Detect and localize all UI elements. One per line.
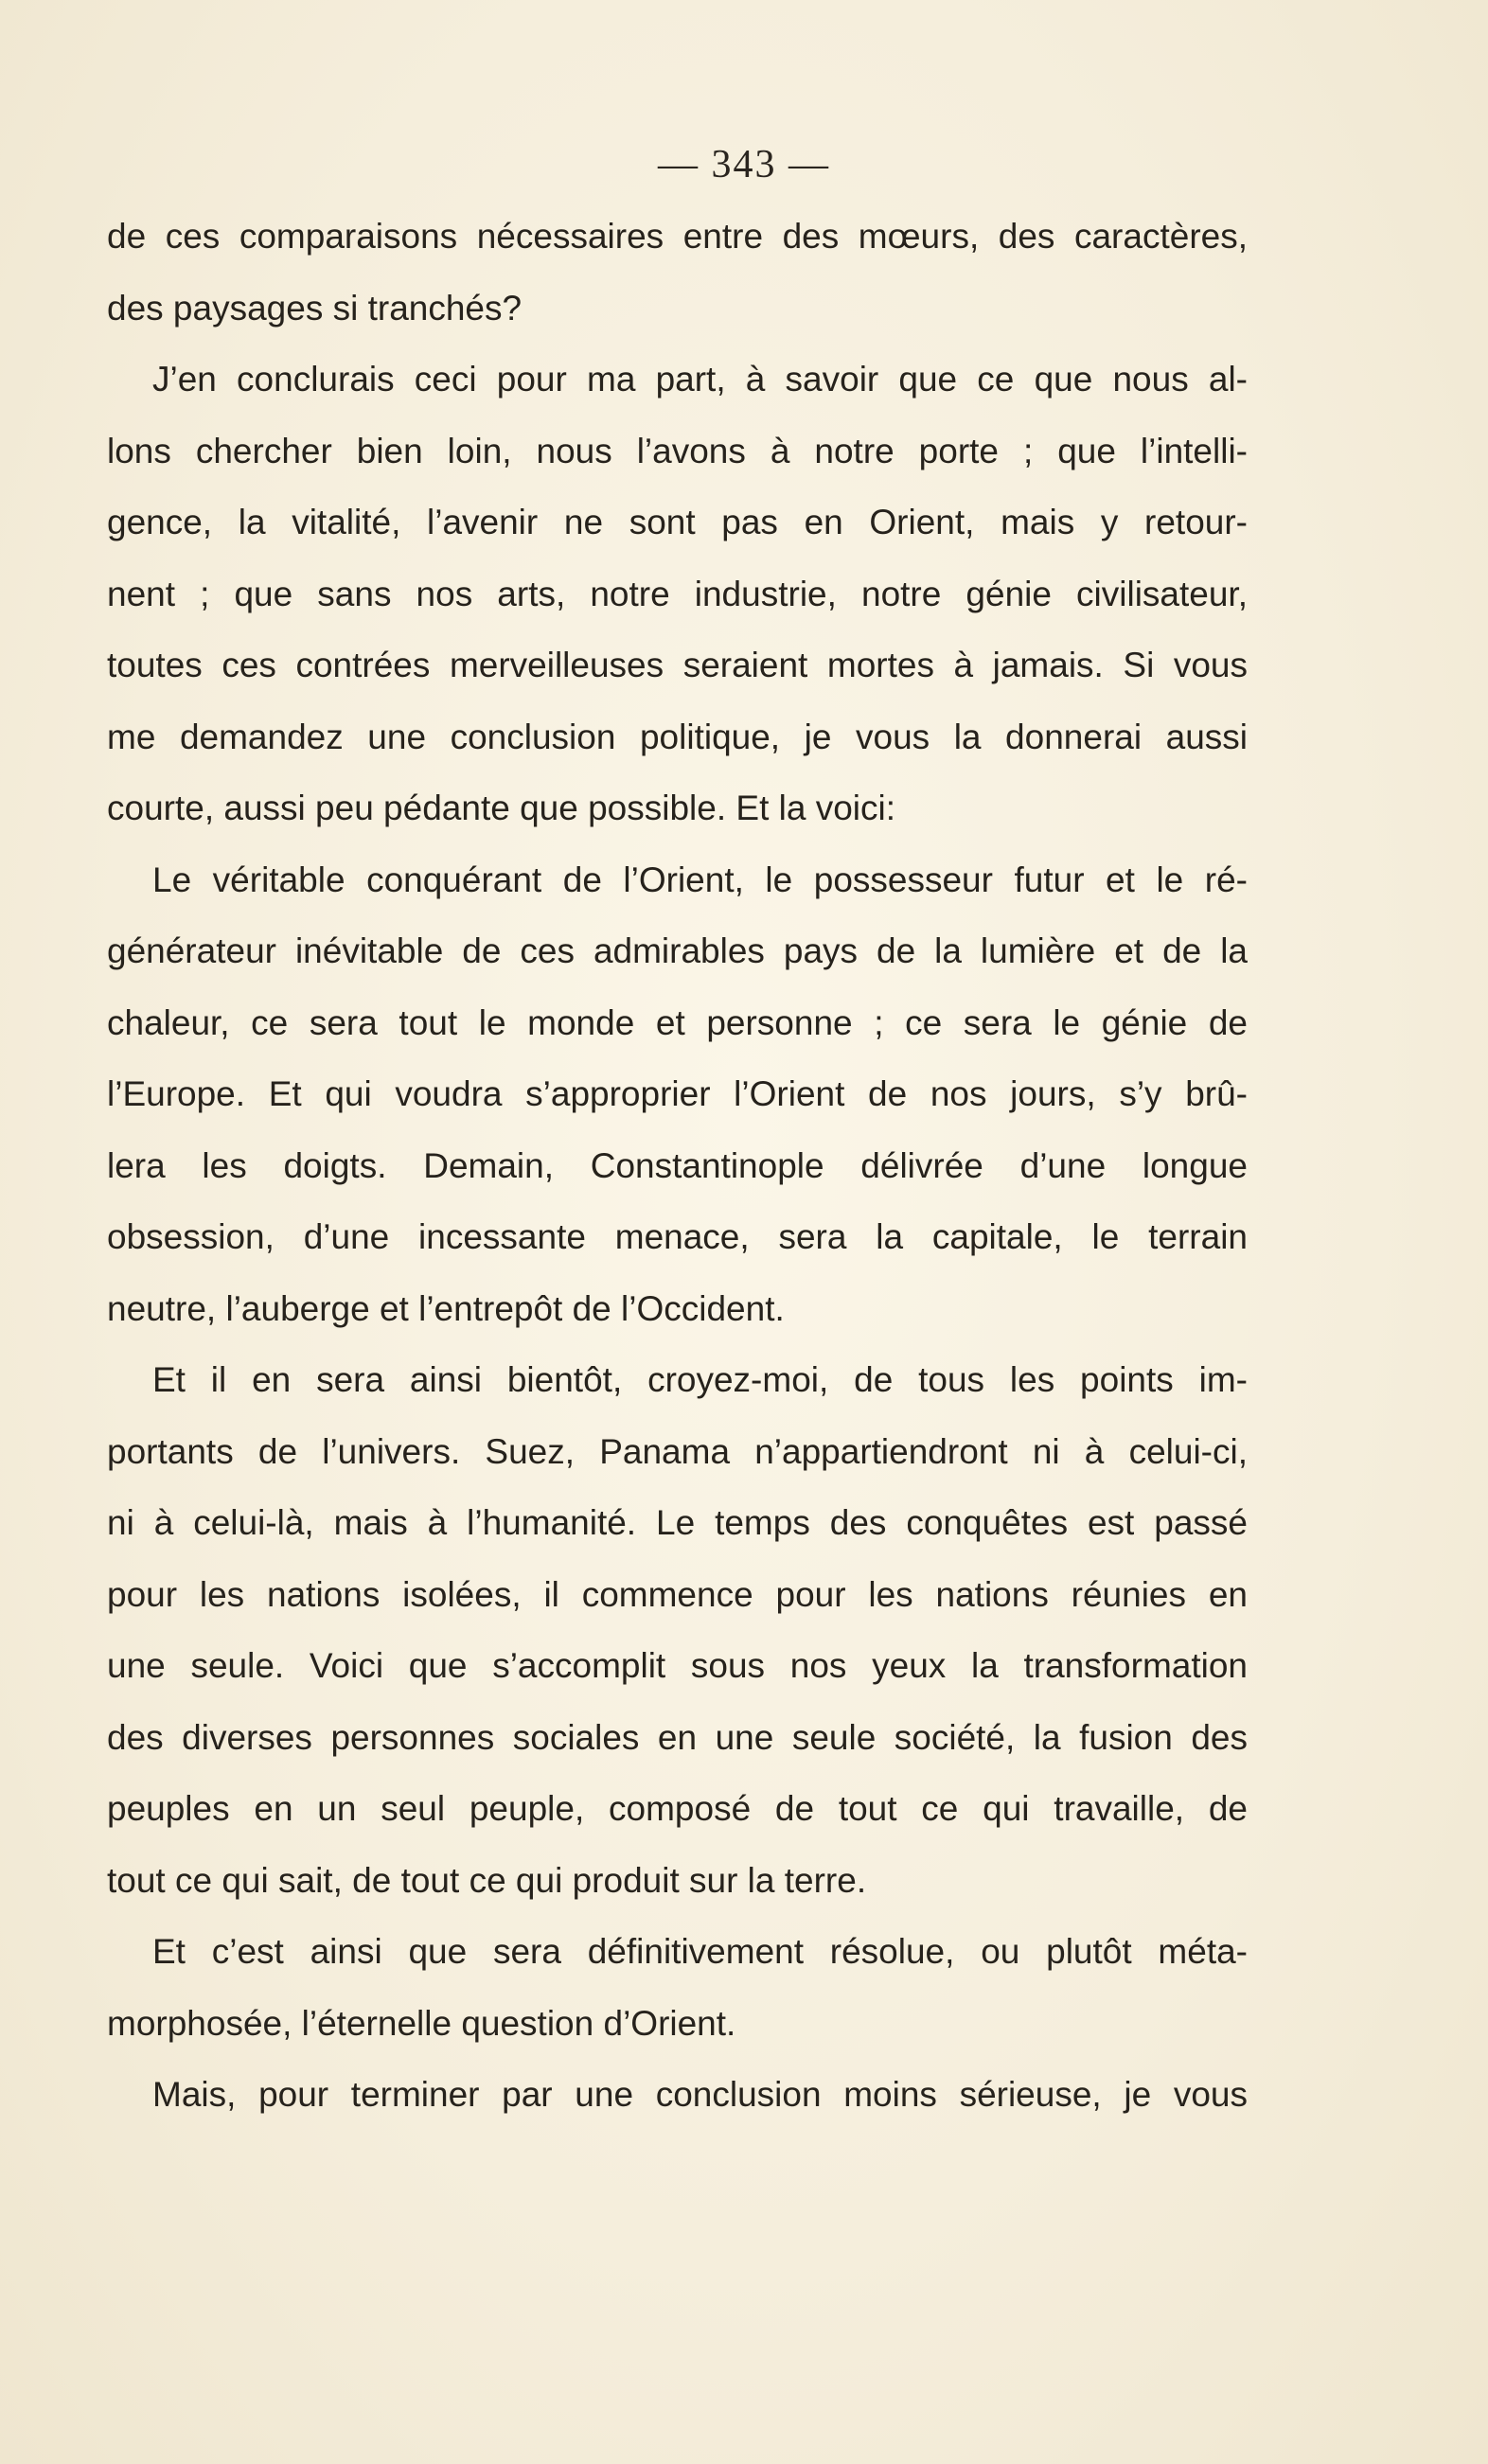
text-line: portants de l’univers. Suez, Panama n’appartiendront ni à celui-ci,	[107, 1431, 1248, 1471]
text-line: toutes ces contrées merveilleuses seraient mortes à jamais. Si vous	[107, 646, 1248, 684]
text-line: une seule. Voici que s’accomplit sous nos yeux la transformation	[107, 1646, 1248, 1685]
page-number: — 343 —	[658, 143, 830, 186]
text-line: obsession, d’une incessante menace, sera la capitale, le terrain	[107, 1217, 1248, 1256]
text-line: Et c’est ainsi que sera définitivement résolue, ou plutôt méta-	[152, 1932, 1248, 1971]
text-line: gence, la vitalité, l’avenir ne sont pas en Orient, mais y retour-	[107, 503, 1248, 541]
text-line: morphosée, l’éternelle question d’Orient.	[107, 2003, 736, 2043]
text-line: chaleur, ce sera tout le monde et personne ; ce sera le génie de	[107, 1002, 1248, 1042]
text-line: lera les doigts. Demain, Constantinople délivrée d’une longue	[107, 1145, 1248, 1185]
text-line: Mais, pour terminer par une conclusion moins sérieuse, je vous	[152, 2075, 1248, 2114]
body-text	[107, 201, 1248, 2131]
text-line: me demandez une conclusion politique, je vous la donnerai aussi	[107, 717, 1248, 756]
text-line: lons chercher bien loin, nous l’avons à notre porte ; que l’intelli-	[107, 431, 1248, 470]
text-line: Et il en sera ainsi bientôt, croyez-moi, de tous les points im-	[152, 1360, 1248, 1399]
text-line: des paysages si tranchés?	[107, 288, 523, 328]
text-line: générateur inévitable de ces admirables pays de la lumière et de la	[107, 931, 1248, 970]
text-line: de ces comparaisons nécessaires entre des mœurs, des caractères,	[107, 217, 1248, 256]
text-line: J’en conclurais ceci pour ma part, à savoir que ce que nous al-	[152, 360, 1248, 399]
text-line: l’Europe. Et qui voudra s’approprier l’Orient de nos jours, s’y brû-	[107, 1074, 1248, 1113]
text-line: ni à celui-là, mais à l’humanité. Le temps des conquêtes est passé	[107, 1503, 1248, 1542]
text-line: courte, aussi peu pédante que possible. Et la voici:	[107, 789, 896, 827]
text-line: Le véritable conquérant de l’Orient, le possesseur futur et le ré-	[152, 860, 1248, 899]
text-line: neutre, l’auberge et l’entrepôt de l’Occident.	[107, 1288, 785, 1328]
text-line: tout ce qui sait, de tout ce qui produit sur la terre.	[107, 1860, 867, 1900]
text-line: pour les nations isolées, il commence pour les nations réunies en	[107, 1574, 1248, 1614]
text-line: des diverses personnes sociales en une seule société, la fusion des	[107, 1717, 1248, 1757]
text-line: peuples en un seul peuple, composé de tout ce qui travaille, de	[107, 1789, 1248, 1828]
text-line: nent ; que sans nos arts, notre industrie, notre génie civilisateur,	[107, 574, 1248, 613]
